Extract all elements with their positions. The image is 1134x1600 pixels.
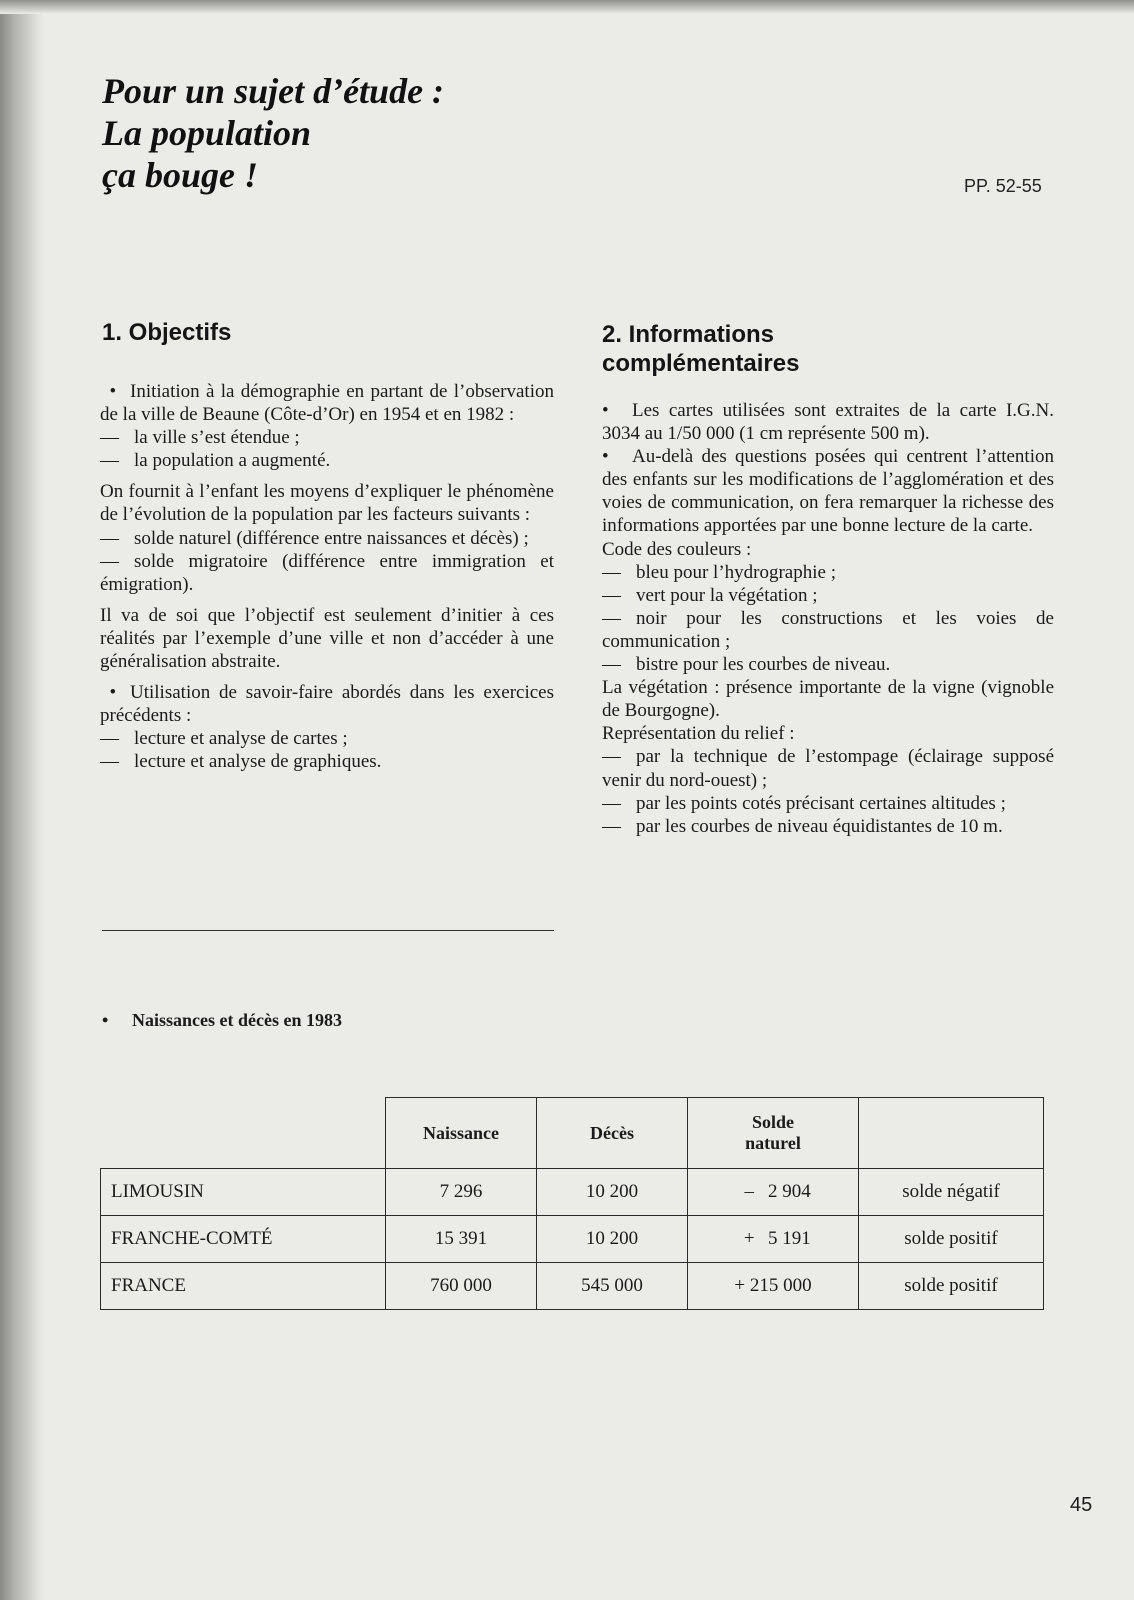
cell-deces: 10 200 (537, 1216, 688, 1263)
cell-region: FRANCE (101, 1263, 386, 1310)
column-header-deces: Décès (537, 1098, 688, 1169)
page-binding-shadow (0, 0, 44, 1600)
list-item: — la population a augmenté. (100, 450, 331, 472)
list-item: — lecture et analyse de cartes ; (100, 728, 348, 750)
title-line-1: Pour un sujet d’étude : (102, 71, 445, 111)
objectifs-heading: 1. Objectifs (102, 319, 232, 346)
objectifs-paragraph-2: On fournit à l’enfant les moyens d’expliquer le phénomène de l’évolution de la population par les facteurs suivants : (100, 481, 554, 526)
relief-label: Représentation du relief : (602, 723, 795, 745)
table-header-row (101, 1098, 1044, 1169)
vegetation-text: La végétation : présence importante de la vigne (vignoble de Bourgogne). (602, 677, 1054, 722)
table-corner (101, 1098, 386, 1169)
list-item: — vert pour la végétation ; (602, 584, 818, 606)
list-item: — solde naturel (différence entre naissances et décès) ; (100, 527, 529, 549)
list-item: — bleu pour l’hydrographie ; (602, 561, 836, 583)
list-item: — par les courbes de niveau équidistantes de 10 m. (602, 815, 1003, 837)
page-top-shadow (0, 0, 1134, 14)
informations-paragraph-2: • Au-delà des questions posées qui centrent l’attention des enfants sur les modifications de l’agglomération et des voies de communication, on fera remarquer la richesse des informations apportées par une bonne lecture de la carte. (602, 446, 1054, 537)
list-item: — par la technique de l’estompage (éclairage supposé venir du nord-ouest) ; (602, 746, 1054, 791)
cell-note: solde négatif (859, 1169, 1044, 1216)
objectifs-paragraph-3: Il va de soi que l’objectif est seulement d’initier à ces réalités par l’exemple d’une ville et non d’accéder à une généralisation abstraite. (100, 604, 554, 673)
cell-note: solde positif (859, 1263, 1044, 1310)
cell-naissance: 7 296 (386, 1169, 537, 1216)
cell-deces: 545 000 (537, 1263, 688, 1310)
births-deaths-table (100, 1097, 1044, 1310)
cell-region: LIMOUSIN (101, 1169, 386, 1216)
informations-text (602, 399, 1054, 838)
color-code-label: Code des couleurs : (602, 538, 752, 560)
cell-solde: + 215 000 (688, 1263, 859, 1310)
page-number: 45 (1070, 1494, 1093, 1516)
table-row (101, 1216, 1044, 1263)
objectifs-paragraph-4: • Utilisation de savoir-faire abordés dans les exercices précédents : (100, 682, 554, 727)
list-item: — solde migratoire (différence entre immigration et émigration). (100, 550, 554, 595)
table-header-blank (859, 1098, 1044, 1169)
cell-solde: – 2 904 (688, 1169, 859, 1216)
page-title (102, 70, 444, 196)
cell-solde: + 5 191 (688, 1216, 859, 1263)
cell-deces: 10 200 (537, 1169, 688, 1216)
bullet-icon: • (100, 682, 117, 704)
list-item: — par les points cotés précisant certaines altitudes ; (602, 792, 1006, 814)
list-item: — noir pour les constructions et les voies de communication ; (602, 607, 1054, 652)
bullet-icon: • (102, 1010, 109, 1030)
cell-naissance: 15 391 (386, 1216, 537, 1263)
list-item: — lecture et analyse de graphiques. (100, 751, 382, 773)
cell-naissance: 760 000 (386, 1263, 537, 1310)
table-row (101, 1169, 1044, 1216)
column-header-solde: Solde naturel (688, 1098, 859, 1169)
objectifs-text (100, 380, 554, 774)
list-item: — la ville s’est étendue ; (100, 427, 300, 449)
title-line-2: La population (102, 113, 312, 153)
bullet-icon: • (602, 400, 609, 421)
section-divider (102, 930, 554, 931)
list-item: — bistre pour les courbes de niveau. (602, 654, 891, 676)
cell-note: solde positif (859, 1216, 1044, 1263)
title-line-3: ça bouge ! (102, 155, 258, 195)
objectifs-paragraph-1: • Initiation à la démographie en partant de l’observation de la ville de Beaune (Côte-d’Or) en 1954 et en 1982 : (100, 381, 554, 426)
informations-paragraph-1: • Les cartes utilisées sont extraites de la carte I.G.N. 3034 au 1/50 000 (1 cm représente 500 m). (602, 400, 1054, 445)
cell-region: FRANCHE-COMTÉ (101, 1216, 386, 1263)
bullet-icon: • (100, 381, 117, 402)
table-caption: • Naissances et décès en 1983 (102, 1010, 342, 1030)
column-header-naissance: Naissance (386, 1098, 537, 1169)
table-row (101, 1263, 1044, 1310)
page-reference: PP. 52-55 (964, 176, 1042, 196)
informations-heading: 2. Informations complémentaires (602, 321, 800, 377)
bullet-icon: • (602, 446, 609, 468)
